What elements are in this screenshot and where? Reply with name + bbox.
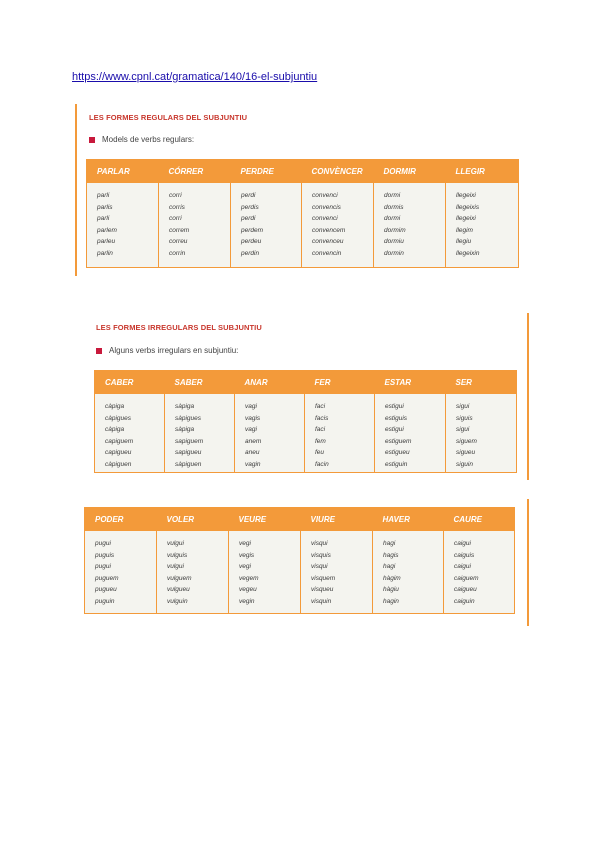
verb-header: CÓRRER [159,160,231,184]
verb-header: PODER [85,508,157,532]
conjugated-form: corris [169,203,185,211]
conjugated-form: convenceu [312,238,344,245]
conjugated-form: fem [315,437,326,445]
conjugated-form: sigueu [456,449,476,456]
conjugated-form: vulgui [167,540,184,547]
conjugated-form: estiguem [385,437,412,445]
conjugated-form: hagin [383,597,399,605]
verb-header: PERDRE [231,160,302,184]
conjugated-form: sigui [456,403,470,410]
conjugated-form: parlin [97,249,113,257]
conjugated-form: facin [315,460,329,468]
table-header-row [85,508,515,532]
conjugated-form: vegi [239,540,251,547]
conjugated-form: vulgueu [167,586,190,593]
conjugated-form: càpiga [105,403,125,410]
conjugation-column [444,531,515,614]
conjugated-form: hàgim [383,574,401,582]
conjugated-form: correu [169,238,188,245]
section-irregular-bullet [96,346,238,355]
conjugated-form: parli [97,192,110,199]
conjugated-form: capiguem [105,437,134,445]
conjugation-column [373,531,444,614]
conjugation-column [235,394,305,473]
conjugated-form: perdi [241,215,256,222]
conjugated-form: dormim [384,226,406,234]
conjugated-form: hagi [383,540,396,547]
verb-header: ESTAR [375,371,446,395]
conjugation-column [305,394,375,473]
conjugated-form: convenci [312,215,338,222]
conjugated-form: caigui [454,563,471,570]
conjugated-form: càpiga [105,426,125,433]
conjugated-form: càpigues [105,414,132,422]
conjugated-form: vulguis [167,551,188,559]
conjugated-form: pugui [95,563,111,570]
verb-header: CABER [95,371,165,395]
table-body-row [95,394,517,473]
conjugated-form: llegeixi [456,215,476,222]
conjugated-form: càpiguen [105,460,132,468]
conjugated-form: sàpiga [175,426,195,433]
conjugated-form: capigueu [105,449,132,456]
section-regular-bullet [89,135,194,144]
conjugated-form: perdi [241,192,256,199]
conjugated-form: vulguem [167,574,192,582]
verb-header: SABER [165,371,235,395]
table-header-row [87,160,519,184]
verb-header: ANAR [235,371,305,395]
conjugated-form: dormiu [384,238,404,245]
conjugated-form: llegeixi [456,192,476,199]
conjugated-form: caiguin [454,597,475,605]
conjugated-form: perdis [241,203,259,211]
conjugation-column [229,531,301,614]
conjugated-form: caiguem [454,574,479,582]
conjugation-column [375,394,446,473]
conjugated-form: visqui [311,563,328,570]
bullet-square-icon [89,137,95,143]
conjugation-column [87,183,159,268]
conjugated-form: parleu [97,238,116,245]
conjugated-form: llegim [456,226,473,234]
conjugated-form: sàpigues [175,414,202,422]
conjugated-form: vegem [239,574,259,582]
conjugated-form: estigui [385,426,404,433]
conjugated-form: visqueu [311,586,334,593]
conjugated-form: estiguin [385,460,408,468]
conjugated-form: visquis [311,551,331,559]
conjugated-form: vegeu [239,586,257,593]
conjugated-form: aneu [245,449,260,456]
conjugated-form: corri [169,215,182,222]
section-irregular2-bar [527,499,529,626]
conjugated-form: dormi [384,192,401,199]
conjugated-form: perdeu [241,238,262,245]
conjugated-form: dormin [384,249,404,257]
verb-header: FER [305,371,375,395]
table-body-row [87,183,519,268]
conjugated-form: caigueu [454,586,477,593]
conjugated-form: estigueu [385,449,410,456]
conjugation-column [159,183,231,268]
conjugation-column [95,394,165,473]
conjugation-column [446,394,517,473]
conjugated-form: parlem [97,226,117,234]
conjugated-form: convencem [312,226,346,234]
conjugated-form: convenci [312,192,338,199]
conjugated-form: feu [315,449,325,456]
verb-header: VOLER [157,508,229,532]
conjugation-column [446,183,519,268]
conjugated-form: dormis [384,203,404,211]
verb-header: SER [446,371,517,395]
conjugated-form: vagi [245,426,257,433]
conjugated-form: corrin [169,249,186,257]
conjugated-form: llegiu [456,238,472,245]
conjugated-form: convencin [312,249,342,257]
bullet-text: Models de verbs regulars: [102,135,195,144]
section-irregular-bar [527,313,529,480]
conjugated-form: visqui [311,540,328,547]
conjugated-form: vulguin [167,597,188,605]
conjugated-form: vegi [239,563,251,570]
conjugated-form: pugui [95,540,111,547]
verb-header: VIURE [301,508,373,532]
section-irregular-title: LES FORMES IRREGULARS DEL SUBJUNTIU [96,323,262,332]
conjugated-form: faci [315,426,326,433]
conjugated-form: hàgiu [383,586,399,593]
conjugated-form: dormi [384,215,401,222]
irregular-verbs-table [94,370,517,473]
conjugated-form: hagi [383,563,396,570]
conjugated-form: visquin [311,597,332,605]
conjugated-form: puguem [95,574,119,582]
section-regular-title: LES FORMES REGULARS DEL SUBJUNTIU [89,113,248,122]
conjugation-column [85,531,157,614]
verb-header: CONVÈNCER [302,160,374,184]
conjugated-form: siguin [456,460,473,468]
conjugated-form: puguis [95,551,115,559]
conjugated-form: vegin [239,597,255,605]
conjugated-form: sàpiguen [175,460,202,468]
conjugated-form: vagi [245,403,257,410]
verb-header: CAURE [444,508,515,532]
conjugated-form: facis [315,414,329,422]
bullet-square-icon [96,348,102,354]
irregular-verbs-table-2 [84,507,515,614]
bullet-text: Alguns verbs irregulars en subjuntiu: [109,346,239,355]
conjugation-column [231,183,302,268]
conjugated-form: puguin [95,597,115,605]
conjugated-form: llegeixis [456,203,480,211]
conjugated-form: parlis [97,203,113,211]
conjugated-form: pugueu [95,586,117,593]
conjugated-form: visquem [311,574,336,582]
conjugated-form: anem [245,437,262,445]
conjugated-form: correm [169,226,190,234]
verb-header: DORMIR [374,160,446,184]
conjugated-form: sapiguem [175,437,204,445]
conjugation-column [301,531,373,614]
verb-header: PARLAR [87,160,159,184]
conjugated-form: convencis [312,203,341,211]
source-link[interactable]: https://www.cpnl.cat/gramatica/140/16-el-subjuntiu [72,71,318,83]
conjugated-form: sigui [456,426,470,433]
regular-verbs-table [86,159,519,268]
conjugation-column [157,531,229,614]
conjugated-form: vulgui [167,563,184,570]
conjugated-form: faci [315,403,326,410]
conjugated-form: hagis [383,551,399,559]
conjugated-form: parli [97,215,110,222]
conjugation-column [165,394,235,473]
conjugated-form: sàpiga [175,403,195,410]
conjugated-form: siguem [456,437,477,445]
conjugation-column [374,183,446,268]
conjugation-column [302,183,374,268]
conjugated-form: estigui [385,403,404,410]
table-header-row [95,371,517,395]
verb-header: LLEGIR [446,160,519,184]
conjugated-form: perdin [241,249,260,257]
verb-header: VEURE [229,508,301,532]
conjugated-form: siguis [456,414,473,422]
conjugated-form: sapigueu [175,449,202,456]
conjugated-form: llegeixin [456,249,480,257]
table-body-row [85,531,515,614]
conjugated-form: caiguis [454,551,475,559]
conjugated-form: vegis [239,551,255,559]
conjugated-form: corri [169,192,182,199]
section-regular-bar [75,104,77,276]
conjugated-form: perdem [241,226,264,234]
verb-header: HAVER [373,508,444,532]
conjugated-form: estiguis [385,414,408,422]
conjugated-form: vagin [245,460,261,468]
conjugated-form: vagis [245,414,261,422]
conjugated-form: caigui [454,540,471,547]
